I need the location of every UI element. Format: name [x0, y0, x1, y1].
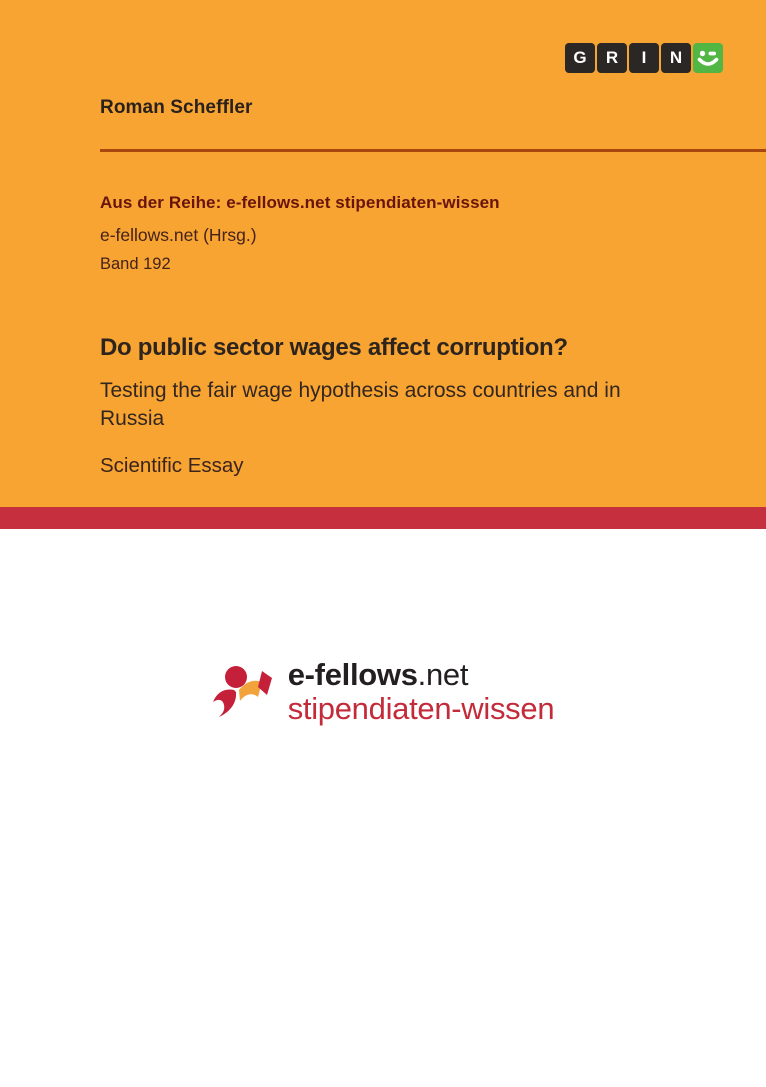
efellows-logo	[0, 658, 766, 726]
series-editor: e-fellows.net (Hrsg.)	[100, 225, 257, 245]
grin-publisher-logo	[565, 43, 723, 73]
grin-letter: N	[669, 48, 683, 67]
title-block	[100, 334, 680, 433]
series-block	[100, 193, 500, 274]
author-name: Roman Scheffler	[100, 97, 253, 118]
efellows-brand-suffix: .net	[417, 657, 469, 692]
grin-letter: I	[641, 48, 647, 67]
cover-top-section	[0, 0, 766, 507]
e-fellows-reader-icon	[212, 664, 274, 725]
grin-letter-tile	[661, 43, 691, 73]
divider-rule	[100, 149, 766, 152]
book-subtitle: Testing the fair wage hypothesis across countries and in Russia	[100, 379, 621, 430]
series-title: Aus der Reihe: e-fellows.net stipendiaten-wissen	[100, 193, 500, 212]
efellows-logo-inner	[212, 658, 555, 726]
document-type: Scientific Essay	[100, 454, 244, 477]
book-title: Do public sector wages affect corruption?	[100, 334, 568, 361]
grin-letter-tile	[597, 43, 627, 73]
grin-letter-tile	[565, 43, 595, 73]
efellows-brand-bold: e-fellows	[287, 657, 418, 692]
series-volume: Band 192	[100, 255, 171, 273]
grin-smiley-icon	[693, 43, 723, 73]
efellows-wordmark	[288, 658, 555, 726]
red-separator-band	[0, 507, 766, 529]
grin-letter-tile	[629, 43, 659, 73]
efellows-brand-line	[288, 658, 555, 692]
grin-letter: R	[605, 48, 619, 67]
grin-letter: G	[573, 48, 587, 67]
efellows-subline: stipendiaten-wissen	[287, 691, 555, 726]
